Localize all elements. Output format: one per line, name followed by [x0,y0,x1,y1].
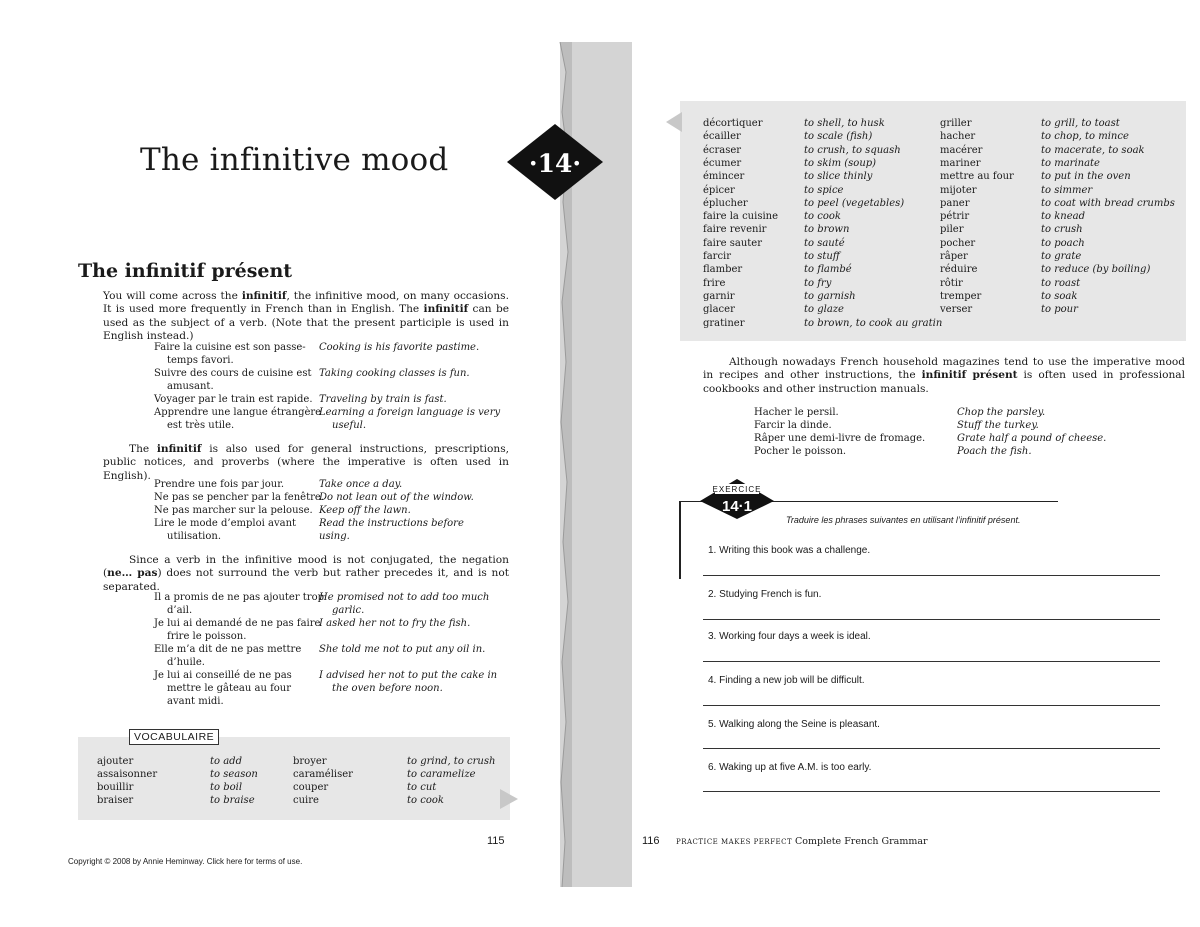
vocabulary-column-1 [703,117,943,332]
example-fr: Elle m’a dit de ne pas mettre d’huile. [154,644,302,668]
example-en: Learning a foreign language is very useful. [319,407,501,431]
example-fr: Je lui ai conseillé de ne pas mettre le gâteau au four avant midi. [154,670,292,707]
vocab-fr: faire sauter [703,237,762,249]
vocab-en: to chop, to mince [1041,131,1129,143]
vocabulary-table [97,755,497,811]
vocab-fr: faire revenir [703,224,767,236]
vocab-en: to flambé [804,264,852,276]
continued-arrow-icon [666,112,682,132]
example-list-3 [154,591,498,711]
vocab-fr: glacer [703,304,735,316]
example-en: I asked her not to fry the fish. [319,618,471,629]
exercise-badge [700,479,774,519]
vocabulary-label: VOCABULAIRE [129,729,219,745]
example-fr: Hacher le persil. [754,407,839,418]
copyright-link[interactable]: Copyright © 2008 by Annie Heminway. Click here for terms of use. [68,857,303,866]
vocab-en: to crush [1041,224,1083,236]
example-fr: Voyager par le train est rapide. [154,394,313,405]
vocab-fr: garnir [703,290,735,302]
example-fr: Farcir la dinde. [754,420,832,431]
example-fr: Suivre des cours de cuisine est amusant. [154,368,312,392]
vocab-en: to slice thinly [804,171,873,183]
example-en: She told me not to put any oil in. [319,644,486,655]
vocab-fr: tremper [940,290,982,302]
vocab-fr: mariner [940,157,981,169]
vocab-fr: hacher [940,131,976,143]
exercise-item: 1. Writing this book was a challenge. [708,545,871,556]
vocab-en: to brown [804,224,850,236]
example-en: He promised not to add too much garlic. [319,592,490,616]
vocab-en: to grate [1041,251,1082,262]
paragraph-2: The infinitif is also used for general instructions, prescriptions, public notices, and proverbs (where the imperative is often used in English). [103,443,509,482]
vocab-en: to crush, to squash [804,144,901,156]
vocab-en: to braise [210,795,255,806]
exercise-item: 2. Studying French is fun. [708,589,822,600]
vocab-en: to coat with bread crumbs [1041,197,1175,209]
example-fr: Apprendre une langue étrangère est très utile. [154,407,322,431]
vocab-fr: verser [940,304,973,316]
vocab-fr: caraméliser [293,769,353,780]
exercise-item: 5. Walking along the Seine is pleasant. [708,719,880,730]
vocab-fr: couper [293,782,329,793]
example-fr: Je lui ai demandé de ne pas faire frire le poisson. [154,618,321,642]
vocab-fr: rôtir [940,277,963,289]
vocab-en: to garnish [804,290,856,302]
example-list-right [754,406,1134,461]
example-en: Keep off the lawn. [319,505,411,516]
vocab-fr: râper [940,251,968,262]
vocab-fr: bouillir [97,782,134,793]
page-number-left: 115 [487,835,505,847]
vocab-en: to peel (vegetables) [804,197,905,209]
paragraph-right: Although nowadays French household magazines tend to use the imperative mood in recipes and other instructions, the infinitif présent is often used in professional cookbooks and other instruction manuals. [703,356,1185,395]
vocab-en: to grind, to crush [407,756,496,767]
vocab-en: to reduce (by boiling) [1041,264,1151,276]
vocab-fr: macérer [940,144,983,156]
vocab-fr: griller [940,118,972,129]
footer-book-title: Complete French Grammar [795,836,928,847]
exercise-item: 3. Working four days a week is ideal. [708,631,871,642]
answer-line[interactable] [703,791,1160,792]
vocab-en: to put in the oven [1041,171,1131,183]
example-fr: Ne pas se pencher par la fenêtre. [154,492,324,503]
vocab-fr: écumer [703,157,742,169]
vocab-fr: mettre au four [940,171,1014,183]
example-fr: Il a promis de ne pas ajouter trop d’ail. [154,592,325,616]
vocab-en: to soak [1041,290,1078,302]
vocabulary-column-2 [940,117,1180,332]
vocab-en: to fry [804,277,832,289]
exercise-instruction: Traduire les phrases suivantes en utilisant l’infinitif présent. [786,515,1021,525]
example-fr: Lire le mode d’emploi avant utilisation. [154,518,297,542]
example-en: Chop the parsley. [957,407,1046,418]
example-en: Do not lean out of the window. [319,492,474,503]
example-en: Taking cooking classes is fun. [319,368,470,379]
vocab-fr: paner [940,197,970,209]
vocab-fr: émincer [703,171,745,183]
vocab-en: to poach [1041,237,1085,249]
vocab-en: to boil [210,782,243,793]
example-en: Poach the fish. [957,446,1032,457]
vocab-en: to marinate [1041,157,1100,169]
vocab-fr: assaisonner [97,769,158,780]
exercise-item: 6. Waking up at five A.M. is too early. [708,762,872,773]
vocab-en: to cook [407,795,444,806]
example-en: Stuff the turkey. [957,420,1039,431]
vocab-en: to season [210,769,258,780]
chapter-number-badge [505,122,605,202]
vocab-en: to shell, to husk [804,118,885,129]
example-en: Cooking is his favorite pastime. [319,342,480,353]
vocab-en: to knead [1041,211,1085,223]
vocab-en: to macerate, to soak [1041,144,1145,156]
exercise-side-rule [679,501,681,579]
vocab-en: to roast [1041,277,1081,289]
example-fr: Faire la cuisine est son passe-temps favori. [154,342,306,366]
vocab-fr: pocher [940,237,976,249]
answer-line[interactable] [703,748,1160,749]
vocab-en: to scale (fish) [804,131,873,143]
vocab-fr: broyer [293,756,327,767]
example-en: Read the instructions before using. [319,518,464,542]
paragraph-3: Since a verb in the infinitive mood is not conjugated, the negation (ne… pas) does not surround the verb but rather precedes it, and is not separated. [103,554,509,593]
answer-line[interactable] [703,575,1160,576]
example-en: Take once a day. [319,479,403,490]
vocab-en: to grill, to toast [1041,118,1120,129]
answer-line[interactable] [703,661,1160,662]
vocab-fr: flamber [703,264,743,276]
vocab-fr: écraser [703,144,742,156]
example-fr: Prendre une fois par jour. [154,479,285,490]
vocab-fr: éplucher [703,197,748,209]
example-list-1 [154,341,501,436]
vocab-fr: faire la cuisine [703,211,779,223]
exercise-number: 14·1 [721,498,753,515]
vocab-fr: épicer [703,184,735,196]
vocab-en: to cook [804,211,841,223]
exercise-item: 4. Finding a new job will be difficult. [708,675,865,686]
exercise-label: EXERCICE [712,485,762,494]
example-list-2 [154,478,494,548]
vocab-en: to add [210,756,242,767]
vocab-en: to pour [1041,304,1078,316]
chapter-number: ·14· [528,149,582,178]
example-en: Grate half a pound of cheese. [957,433,1107,444]
vocab-fr: cuire [293,795,319,806]
chapter-title: The infinitive mood [140,142,449,178]
vocab-en: to sauté [804,237,845,249]
section-heading: The infinitif présent [78,260,293,282]
vocab-fr: mijoter [940,184,977,196]
answer-line[interactable] [703,705,1160,706]
vocab-en: to cut [407,782,437,793]
vocab-fr: ajouter [97,756,134,767]
example-en: Traveling by train is fast. [319,394,447,405]
vocab-fr: braiser [97,795,134,806]
vocab-fr: piler [940,224,964,236]
vocab-en: to stuff [804,251,840,262]
vocab-en: to skim (soup) [804,157,877,169]
example-fr: Ne pas marcher sur la pelouse. [154,505,313,516]
example-fr: Pocher le poisson. [754,446,847,457]
vocab-fr: pétrir [940,211,970,223]
vocab-fr: écailler [703,131,741,143]
vocab-en: to simmer [1041,184,1093,196]
continue-arrow-icon [500,789,518,809]
vocab-en: to glaze [804,304,844,316]
page-number-right: 116 [642,835,660,847]
vocab-fr: gratiner [703,317,745,329]
vocab-fr: réduire [940,264,978,276]
intro-paragraph: You will come across the infinitif, the infinitive mood, on many occasions. It is used more frequently in French than in English. The infinitif can be used as the subject of a verb. (Note that the present participle is used in English instead.) [103,290,510,342]
answer-line[interactable] [703,619,1160,620]
example-fr: Râper une demi-livre de fromage. [754,433,926,444]
footer-series: PRACTICE MAKES PERFECT [676,838,793,846]
example-en: I advised her not to put the cake in the oven before noon. [319,670,498,694]
vocab-en: to spice [804,184,844,196]
vocab-fr: farcir [703,251,732,262]
vocab-en: to brown, to cook au gratin [804,317,943,329]
vocab-fr: frire [703,277,726,289]
vocab-en: to caramelize [407,769,476,780]
vocab-fr: décortiquer [703,118,763,129]
